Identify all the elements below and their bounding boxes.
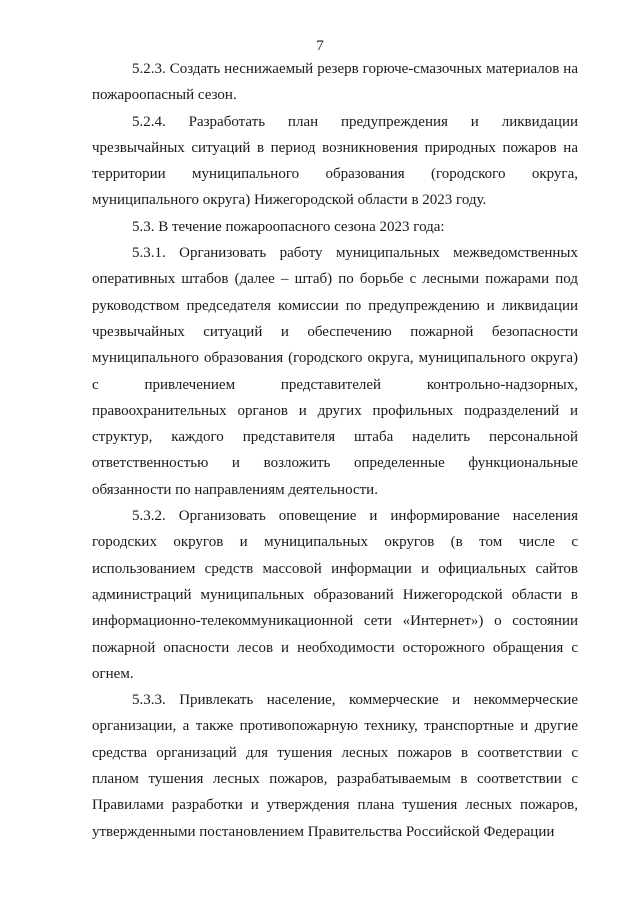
paragraph-5-2-3: 5.2.3. Создать неснижаемый резерв горюче-смазочных материалов на пожароопасный сезон.	[92, 61, 578, 104]
paragraph-5-3-2: 5.3.2. Организовать оповещение и информирование населения городских округов и муниципальных округов (в том числе с использованием средств массовой информации и официальных сайтов администраций муниципальных образований Нижегородской области в информационно-телекоммуникационной сети «Интернет») о состоянии пожарной опасности лесов и необходимости осторожного обращения с огнем.	[92, 508, 578, 682]
page-number: 7	[316, 38, 324, 54]
paragraph-5-3-3: 5.3.3. Привлекать население, коммерческие и некоммерческие организации, а также противопожарную технику, транспортные и другие средства организаций для тушения лесных пожаров в соответствии с планом тушения лесных пожаров, разрабатываемым в соответствии с Правилами разработки и утверждения плана тушения лесных пожаров, утвержденными постановлением Правительства Российской Федерации	[92, 692, 578, 840]
paragraph-5-3-1: 5.3.1. Организовать работу муниципальных межведомственных оперативных штабов (далее – штаб) по борьбе с лесными пожарами под руководством председателя комиссии по предупреждению и ликвидации чрезвычайных ситуаций и обеспечению пожарной безопасности муниципального образования (городского округа, муниципального округа) с привлечением представителей контрольно-надзорных, правоохранительных органов и других профильных подразделений и структур, каждого представителя штаба наделить персональной ответственностью и возложить определенные функциональные обязанности по направлениям деятельности.	[92, 245, 578, 498]
paragraph-5-2-4: 5.2.4. Разработать план предупреждения и ликвидации чрезвычайных ситуаций в период возникновения природных пожаров на территории муниципального образования (городского округа, муниципального округа) Нижегородской области в 2023 году.	[92, 113, 578, 209]
document-body	[92, 56, 578, 845]
paragraph-5-3: 5.3. В течение пожароопасного сезона 2023 года:	[132, 218, 445, 235]
